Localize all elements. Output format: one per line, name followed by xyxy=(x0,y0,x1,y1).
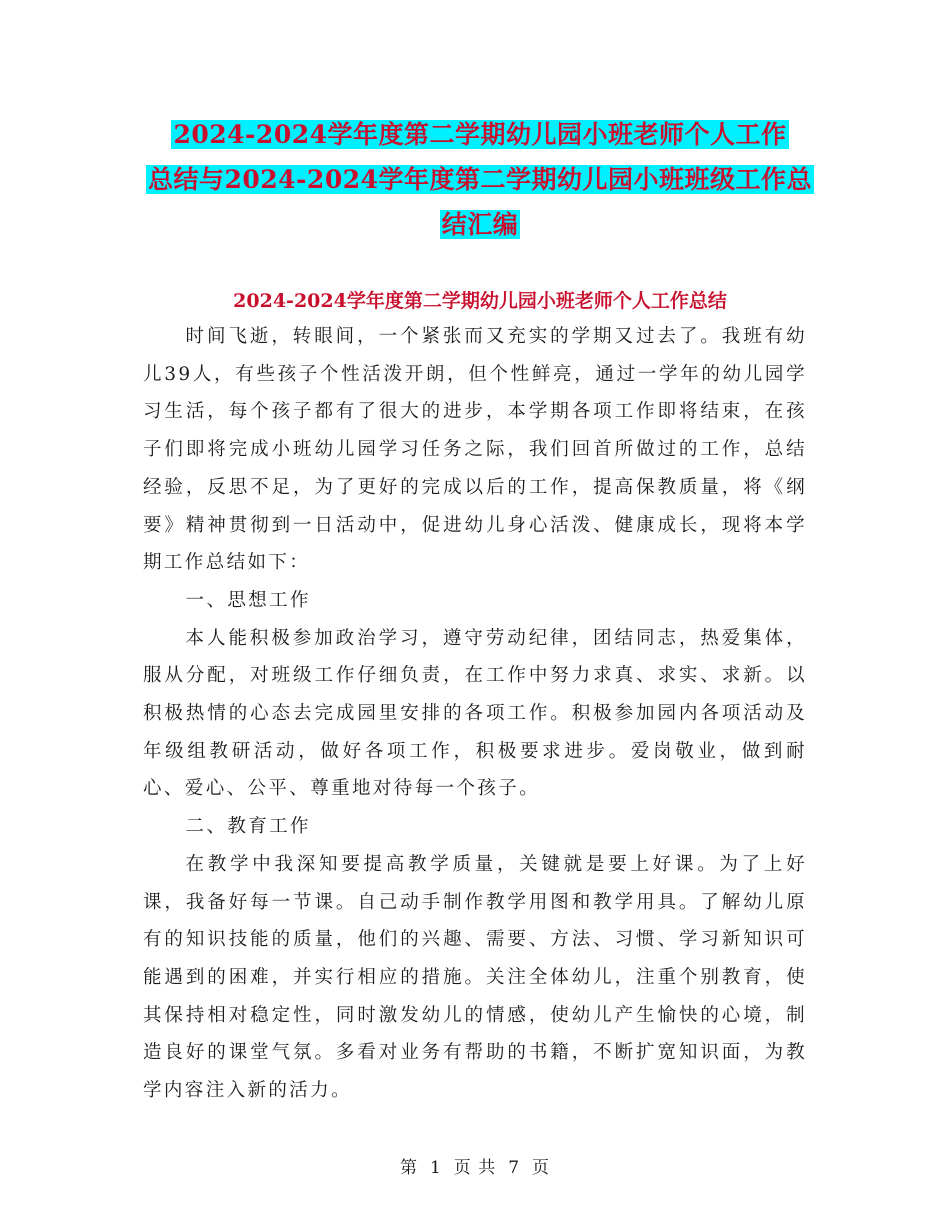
paragraph-education-work: 在教学中我深知要提高教学质量，关键就是要上好课。为了上好课，我备好每一节课。自己动手制作教学用图和教学用具。了解幼儿原有的知识技能的质量，他们的兴趣、需要、方法、习惯、学习新知识可能遇到的困难，并实行相应的措施。关注全体幼儿，注重个别教育，使其保持相对稳定性，同时激发幼儿的情感，使幼儿产生愉快的心境，制造良好的课堂气氛。多看对业务有帮助的书籍，不断扩宽知识面，为教学内容注入新的活力。 xyxy=(143,853,807,1102)
body-text xyxy=(143,318,807,1110)
footer-page-number: 1 xyxy=(429,1158,442,1178)
heading-ideology-work: 一、思想工作 xyxy=(185,589,311,611)
main-title-line-2: 总结与2024-2024学年度第二学期幼儿园小班班级工作总 xyxy=(147,165,813,194)
main-title xyxy=(140,112,820,247)
heading-education-work: 二、教育工作 xyxy=(185,816,311,838)
paragraph-intro: 时间飞逝，转眼间，一个紧张而又充实的学期又过去了。我班有幼儿39人，有些孩子个性活泼开朗，但个性鲜亮，通过一学年的幼儿园学习生活，每个孩子都有了很大的进步，本学期各项工作即将结束，在孩子们即将完成小班幼儿园学习任务之际，我们回首所做过的工作，总结经验，反思不足，为了更好的完成以后的工作，提高保教质量，将《纲要》精神贯彻到一日活动中，促进幼儿身心活泼、健康成长，现将本学期工作总结如下： xyxy=(143,326,807,574)
paragraph-ideology-work: 本人能积极参加政治学习，遵守劳动纪律，团结同志，热爱集体，服从分配，对班级工作仔细负责，在工作中努力求真、求实、求新。以积极热情的心态去完成园里安排的各项工作。积极参加园内各项活动及年级组教研活动，做好各项工作，积极要求进步。爱岗敬业，做到耐心、爱心、公平、尊重地对待每一个孩子。 xyxy=(143,627,807,800)
page-footer xyxy=(0,1153,950,1178)
footer-total-pages: 7 xyxy=(508,1158,521,1178)
footer-page-suffix: 页 xyxy=(532,1158,551,1178)
footer-page-mid: 页 共 xyxy=(453,1158,497,1178)
main-title-line-3: 结汇编 xyxy=(441,210,519,239)
section-title: 2024-2024学年度第二学期幼儿园小班老师个人工作总结 xyxy=(233,290,727,312)
main-title-line-1: 2024-2024学年度第二学期幼儿园小班老师个人工作 xyxy=(173,120,787,149)
footer-page-prefix: 第 xyxy=(399,1158,418,1178)
